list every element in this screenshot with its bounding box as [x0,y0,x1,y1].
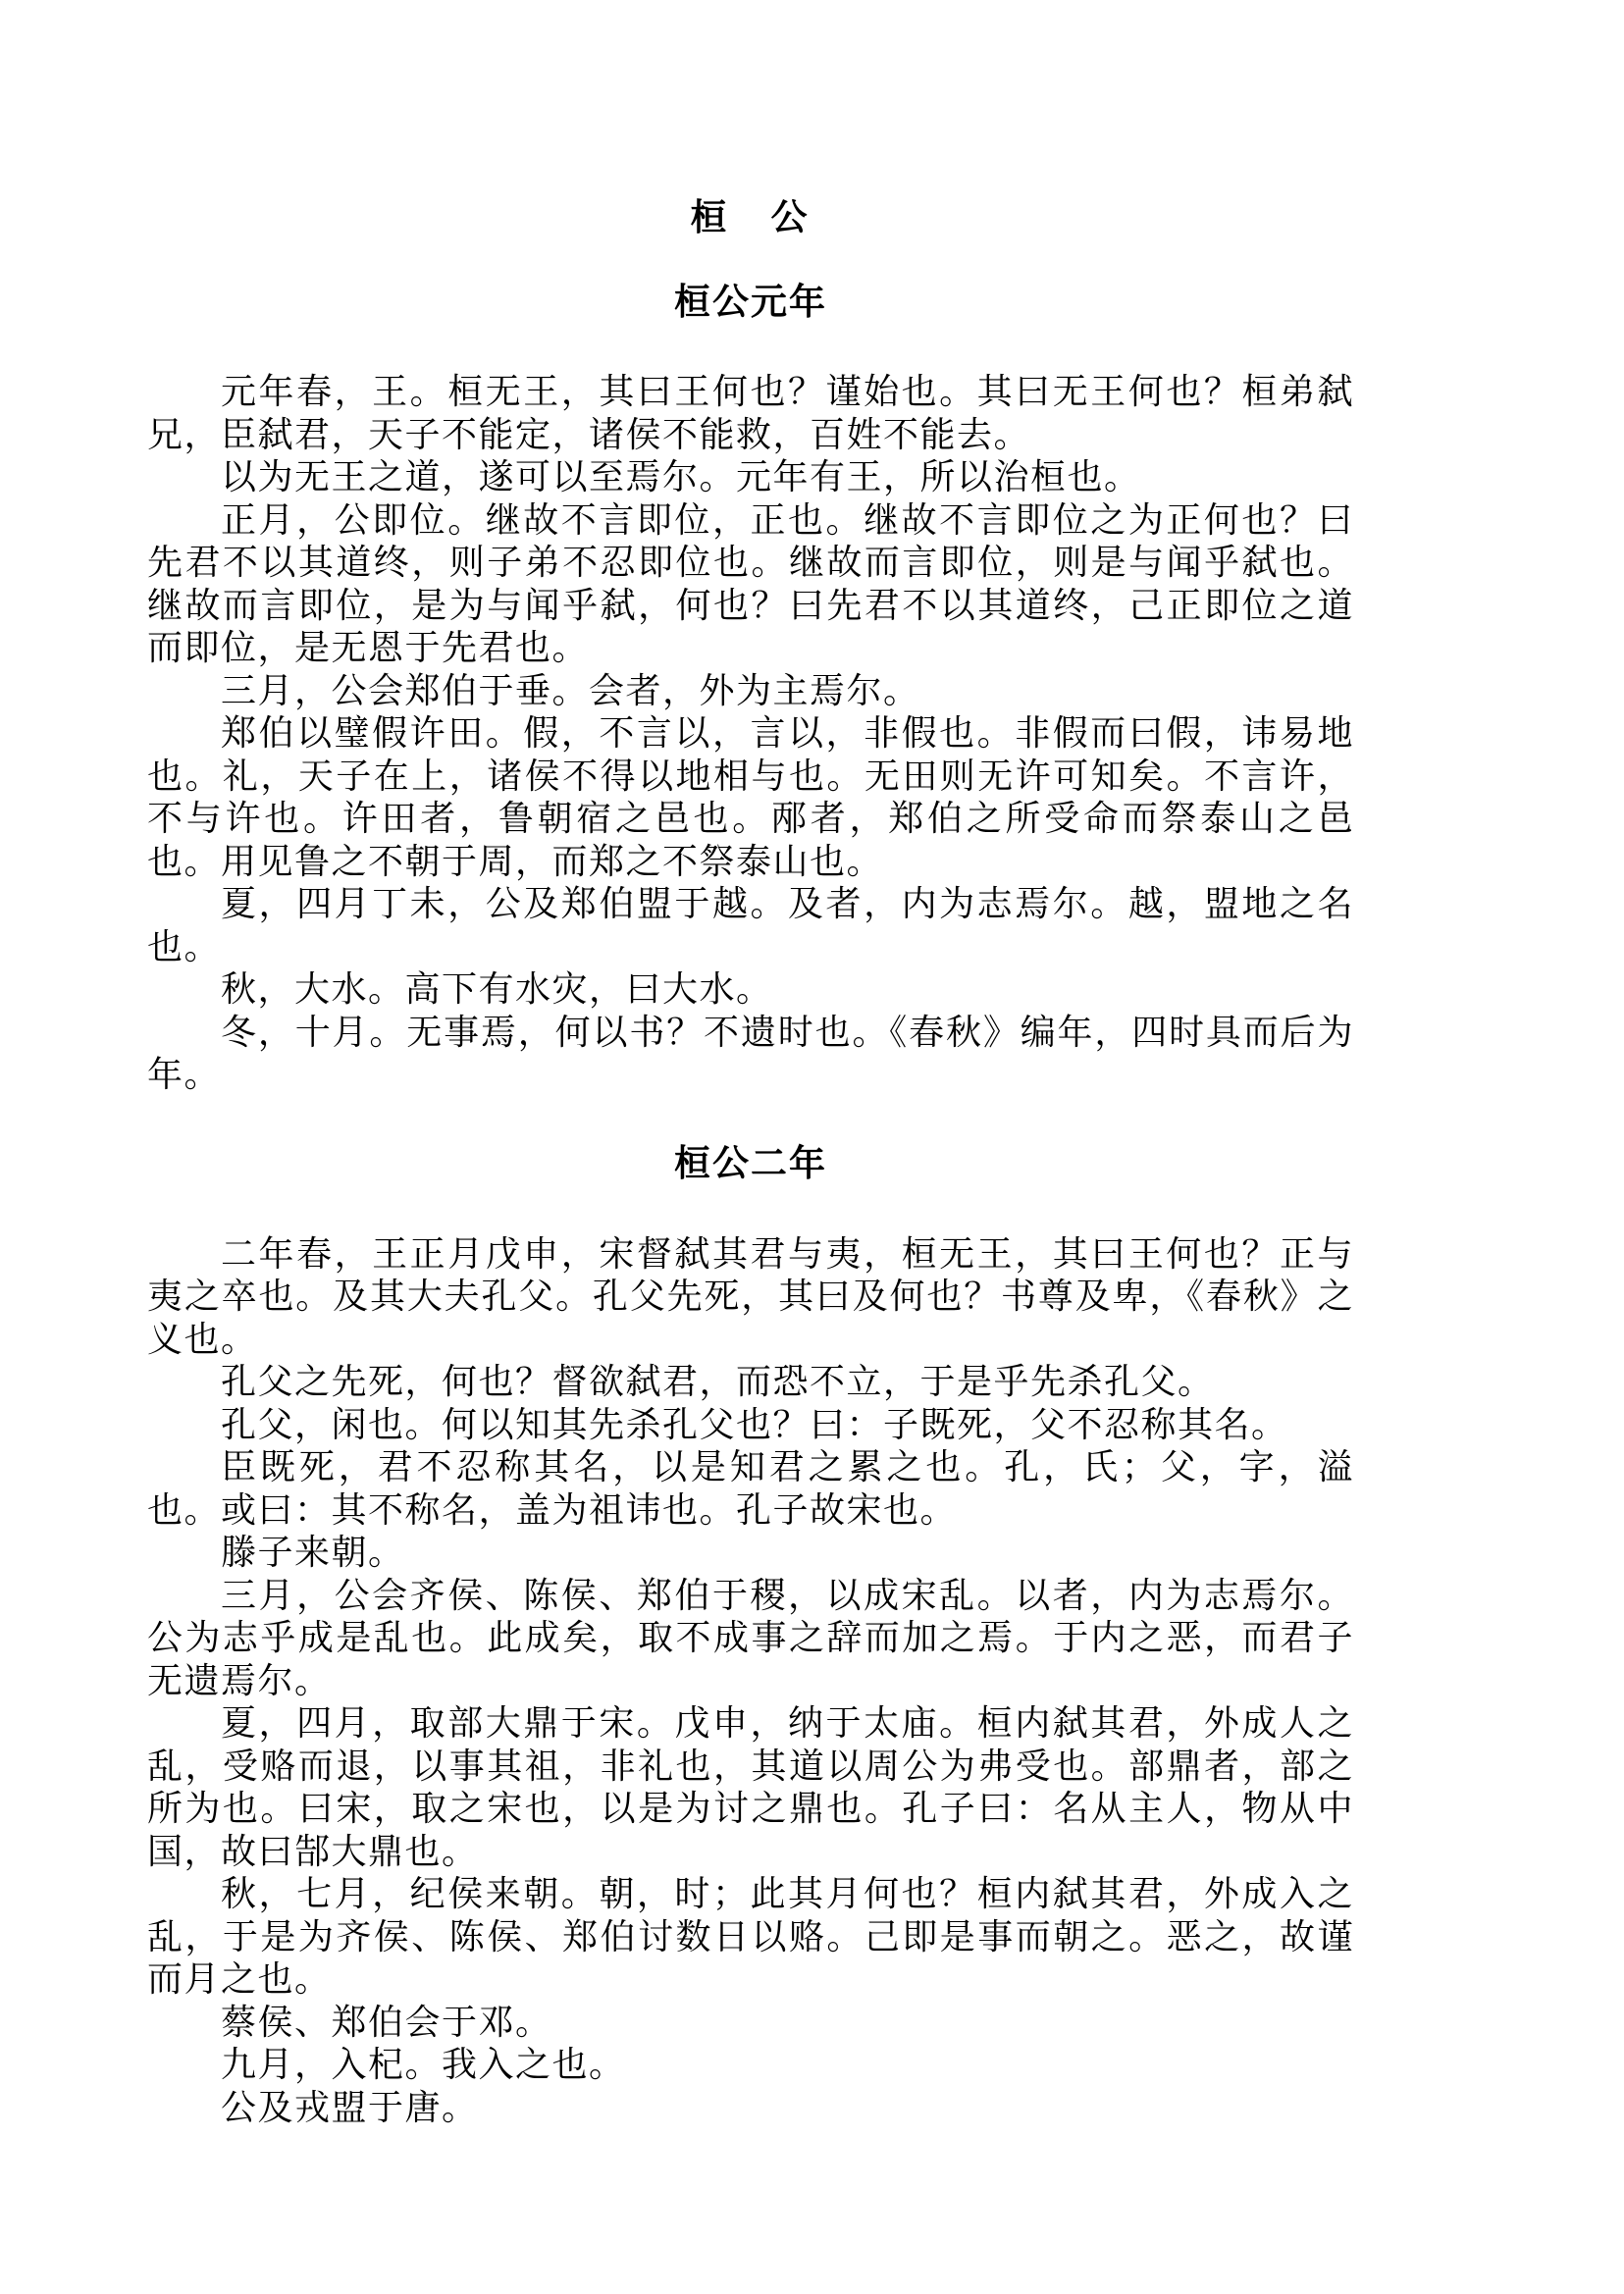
paragraph: 孔父，闲也。何以知其先杀孔父也？曰：子既死，父不忍称其名。 [221,1404,1288,1445]
paragraph: 元年春，王。桓无王，其曰王何也？谨始也。其曰无王何也？桓弟弑兄，臣弑君，天子不能定，诸侯不能救，百姓不能去。 [147,372,1354,455]
section-huan-gong-year-one [147,281,1354,1097]
paragraph: 臣既死，君不忍称其名，以是知君之累之也。孔，氏；父，字，溢也。或曰：其不称名，盖为祖讳也。孔子故宋也。 [147,1447,1354,1531]
paragraph: 冬，十月。无事焉，何以书？不遗时也。《春秋》编年，四时具而后为年。 [147,1012,1354,1095]
paragraph: 滕子来朝。 [221,1533,405,1573]
paragraph: 公及戎盟于唐。 [221,2087,479,2128]
paragraph: 秋，七月，纪侯来朝。朝，时；此其月何也？桓内弑其君，外成入之乱，于是为齐侯、陈侯、郑伯讨数日以赂。己即是事而朝之。恶之，故谨而月之也。 [147,1874,1354,2000]
document-title: 桓 公 [690,196,812,238]
section-body [147,371,1354,1097]
section-huan-gong-year-two [147,1142,1354,2130]
paragraph: 夏，四月丁未，公及郑伯盟于越。及者，内为志焉尔。越，盟地之名也。 [147,884,1354,967]
paragraph: 夏，四月，取部大鼎于宋。戊申，纳于太庙。桓内弑其君，外成人之乱，受赂而退，以事其祖，非礼也，其道以周公为弗受也。部鼎者，部之所为也。曰宋，取之宋也，以是为讨之鼎也。孔子曰：名从主人，物从中国，故曰郜大鼎也。 [147,1703,1354,1872]
paragraph: 孔父之先死，何也？督欲弑君，而恐不立，于是乎先杀孔父。 [221,1362,1215,1402]
paragraph: 秋，大水。高下有水灾，曰大水。 [221,969,773,1010]
section-heading: 桓公二年 [674,1141,827,1184]
paragraph: 郑伯以璧假许田。假，不言以，言以，非假也。非假而曰假，讳易地也。礼，天子在上，诸侯不得以地相与也。无田则无许可知矣。不言许，不与许也。许田者，鲁朝宿之邑也。邴者，郑伯之所受命而祭泰山之邑也。用见鲁之不朝于周，而郑之不祭泰山也。 [147,713,1354,882]
paragraph: 正月，公即位。继故不言即位，正也。继故不言即位之为正何也？曰先君不以其道终，则子弟不忍即位也。继故而言即位，则是与闻乎弑也。继故而言即位，是为与闻乎弑，何也？曰先君不以其道终，己正即位之道而即位，是无恩于先君也。 [147,499,1354,668]
paragraph: 三月，公会齐侯、陈侯、郑伯于稷，以成宋乱。以者，内为志焉尔。公为志乎成是乱也。此成矣，取不成事之辞而加之焉。于内之恶，而君子无遗焉尔。 [147,1575,1354,1701]
section-body [147,1233,1354,2130]
paragraph: 以为无王之道，遂可以至焉尔。元年有王，所以治桓也。 [221,457,1141,497]
paragraph: 蔡侯、郑伯会于邓。 [221,2002,552,2043]
section-heading: 桓公元年 [674,281,827,323]
paragraph: 九月，入杞。我入之也。 [221,2045,626,2085]
paragraph: 三月，公会郑伯于垂。会者，外为主焉尔。 [221,670,920,711]
paragraph: 二年春，王正月戊申，宋督弑其君与夷，桓无王，其曰王何也？正与夷之卒也。及其大夫孔父。孔父先死，其曰及何也？书尊及卑，《春秋》之义也。 [147,1233,1354,1360]
